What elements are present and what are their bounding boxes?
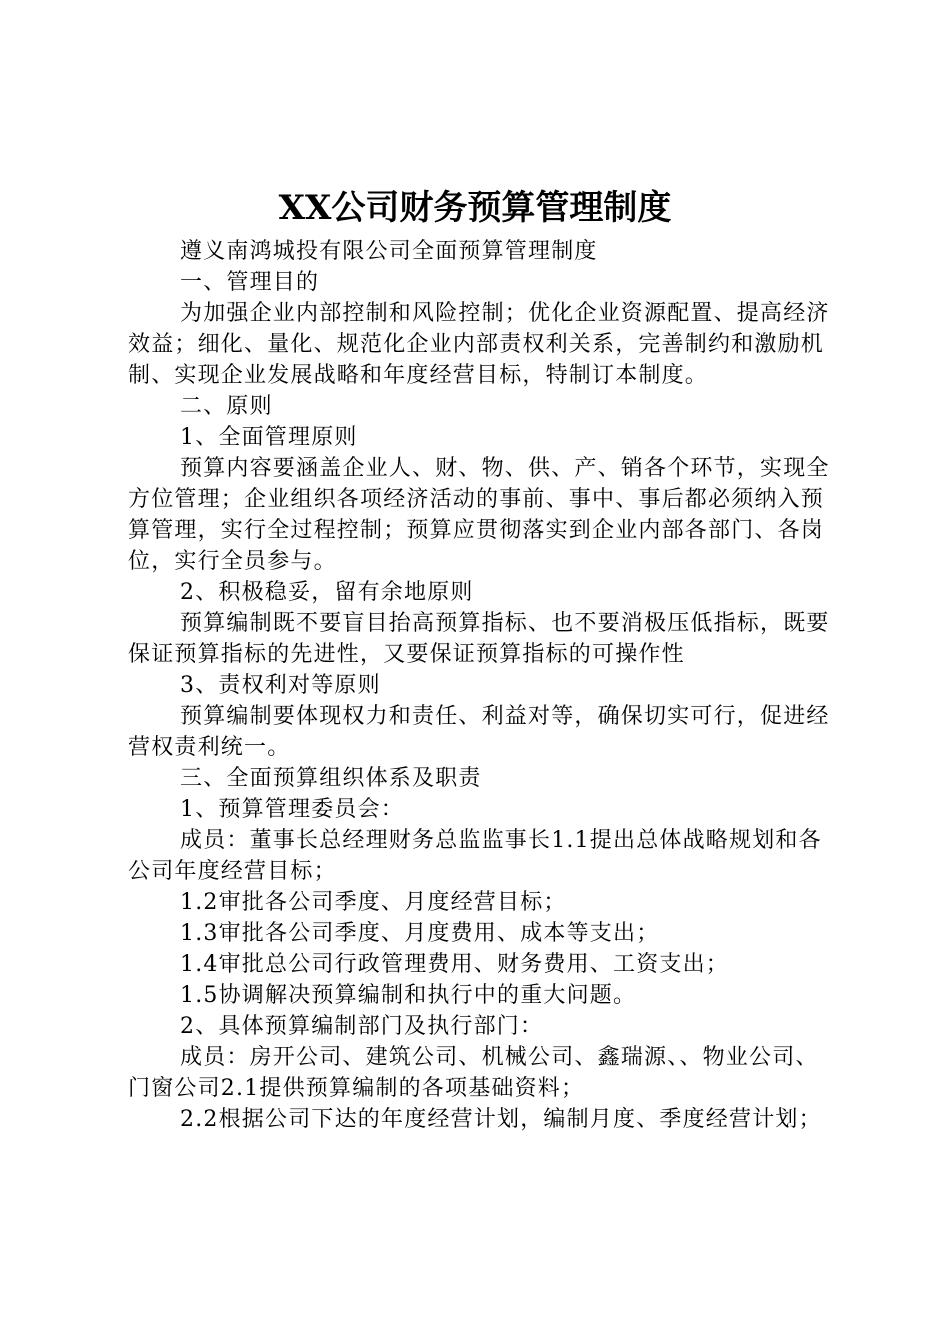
paragraph-principle-2: 预算编制既不要盲目抬高预算指标、也不要消极压低指标，既要保证预算指标的先进性，又要保证预算指标的可操作性 bbox=[128, 611, 830, 667]
document-title: XX公司财务预算管理制度 bbox=[278, 188, 672, 228]
list-item-1-5: 1.5协调解决预算编制和执行中的重大问题。 bbox=[180, 983, 637, 1008]
list-item-2-2: 2.2根据公司下达的年度经营计划，编制月度、季度经营计划； bbox=[180, 1107, 822, 1132]
heading-principle-2: 2、积极稳妥，留有余地原则 bbox=[180, 580, 474, 605]
paragraph-subtitle: 遵义南鸿城投有限公司全面预算管理制度 bbox=[180, 239, 598, 264]
heading-committee: 1、预算管理委员会： bbox=[180, 797, 404, 822]
paragraph-department-members: 成员：房开公司、建筑公司、机械公司、鑫瑞源、、物业公司、门窗公司2.1提供预算编制的各项基础资料； bbox=[128, 1045, 819, 1101]
heading-principle-3: 3、责权利对等原则 bbox=[180, 673, 381, 698]
list-item-1-4: 1.4审批总公司行政管理费用、财务费用、工资支出； bbox=[180, 952, 729, 977]
paragraph-principle-1: 预算内容要涵盖企业人、财、物、供、产、销各个环节，实现全方位管理；企业组织各项经济活动的事前、事中、事后都必须纳入预算管理，实行全过程控制；预算应贯彻落实到企业内部各部门、各岗位，实行全员参与。 bbox=[128, 456, 830, 574]
heading-principle-1: 1、全面管理原则 bbox=[180, 425, 358, 450]
list-item-1-2: 1.2审批各公司季度、月度经营目标； bbox=[180, 890, 567, 915]
heading-purpose: 一、管理目的 bbox=[180, 270, 320, 295]
list-item-1-3: 1.3审批各公司季度、月度费用、成本等支出； bbox=[180, 921, 660, 946]
paragraph-principle-3: 预算编制要体现权力和责任、利益对等，确保切实可行，促进经营权责利统一。 bbox=[128, 704, 830, 760]
heading-organization: 三、全面预算组织体系及职责 bbox=[180, 766, 482, 791]
paragraph-committee-members: 成员：董事长总经理财务总监监事长1.1提出总体战略规划和各公司年度经营目标； bbox=[128, 828, 822, 884]
heading-departments: 2、具体预算编制部门及执行部门： bbox=[180, 1014, 544, 1039]
document-body bbox=[128, 236, 833, 1135]
heading-principles: 二、原则 bbox=[180, 394, 273, 419]
paragraph-purpose: 为加强企业内部控制和风险控制；优化企业资源配置、提高经济效益；细化、量化、规范化企业内部责权利关系，完善制约和激励机制、实现企业发展战略和年度经营目标，特制订本制度。 bbox=[128, 301, 830, 388]
